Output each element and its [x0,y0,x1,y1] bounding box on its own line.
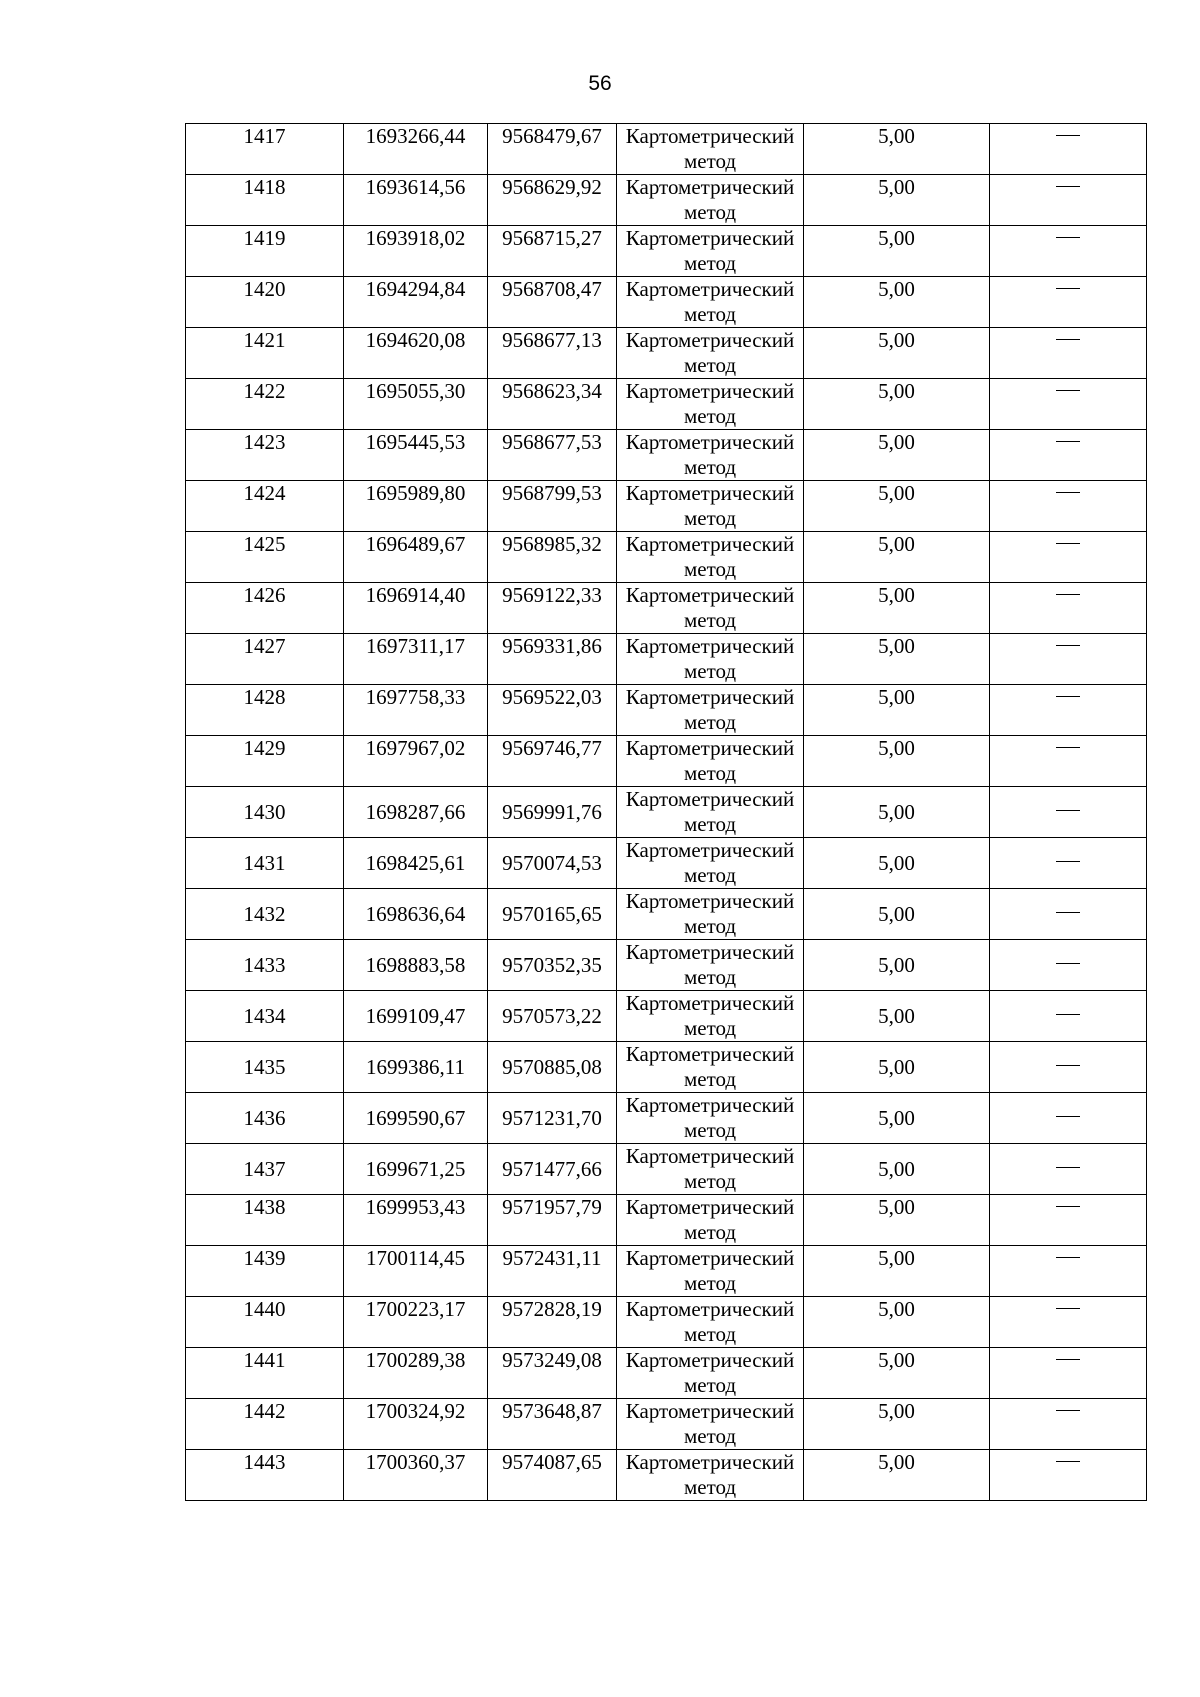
note-cell [990,991,1147,1042]
x-coordinate-cell: 1695989,80 [344,481,488,532]
table-row [186,1450,1147,1501]
table-row [186,685,1147,736]
note-cell [990,787,1147,838]
x-coordinate-cell: 1700360,37 [344,1450,488,1501]
y-coordinate-cell: 9570573,22 [488,991,617,1042]
accuracy-cell: 5,00 [804,277,990,328]
dash-mark [1056,288,1080,289]
method-line-1: Картометрический [625,430,795,454]
accuracy-cell: 5,00 [804,1399,990,1450]
dash-mark [1056,339,1080,340]
method-line-2: метод [683,149,737,173]
dash-mark [1056,1014,1080,1015]
table-row [186,1093,1147,1144]
method-line-1: Картометрический [625,685,795,709]
accuracy-cell: 5,00 [804,226,990,277]
method-line-1: Картометрический [625,226,795,250]
point-number-cell: 1418 [186,175,344,226]
accuracy-cell: 5,00 [804,481,990,532]
method-cell [617,991,804,1042]
page-number: 56 [588,72,612,95]
method-line-2: метод [683,659,737,683]
accuracy-cell: 5,00 [804,328,990,379]
accuracy-cell: 5,00 [804,1195,990,1246]
method-line-2: метод [683,1016,737,1040]
dash-mark [1056,912,1080,913]
note-cell [990,634,1147,685]
method-line-1: Картометрический [625,991,795,1015]
accuracy-cell: 5,00 [804,124,990,175]
x-coordinate-cell: 1698883,58 [344,940,488,991]
method-line-1: Картометрический [625,889,795,913]
method-cell [617,634,804,685]
y-coordinate-cell: 9571231,70 [488,1093,617,1144]
point-number-cell: 1434 [186,991,344,1042]
note-cell [990,226,1147,277]
note-cell [990,430,1147,481]
method-line-1: Картометрический [625,787,795,811]
method-line-2: метод [683,1067,737,1091]
dash-mark [1056,1410,1080,1411]
x-coordinate-cell: 1697758,33 [344,685,488,736]
table-row [186,430,1147,481]
method-cell [617,1348,804,1399]
note-cell [990,583,1147,634]
method-cell [617,1297,804,1348]
table-row [186,226,1147,277]
x-coordinate-cell: 1694620,08 [344,328,488,379]
y-coordinate-cell: 9572828,19 [488,1297,617,1348]
x-coordinate-cell: 1700289,38 [344,1348,488,1399]
method-line-1: Картометрический [625,481,795,505]
dash-mark [1056,645,1080,646]
accuracy-cell: 5,00 [804,1144,990,1195]
method-line-1: Картометрический [625,1246,795,1270]
method-line-1: Картометрический [625,1144,795,1168]
table-row [186,532,1147,583]
method-line-2: метод [683,914,737,938]
method-cell [617,379,804,430]
point-number-cell: 1441 [186,1348,344,1399]
method-line-1: Картометрический [625,1042,795,1066]
method-line-2: метод [683,710,737,734]
x-coordinate-cell: 1699953,43 [344,1195,488,1246]
y-coordinate-cell: 9569122,33 [488,583,617,634]
method-line-1: Картометрический [625,940,795,964]
accuracy-cell: 5,00 [804,1297,990,1348]
method-line-1: Картометрический [625,124,795,148]
point-number-cell: 1423 [186,430,344,481]
point-number-cell: 1425 [186,532,344,583]
accuracy-cell: 5,00 [804,787,990,838]
method-line-2: метод [683,1373,737,1397]
table-row [186,277,1147,328]
method-cell [617,226,804,277]
table-row [186,124,1147,175]
accuracy-cell: 5,00 [804,430,990,481]
method-cell [617,481,804,532]
accuracy-cell: 5,00 [804,583,990,634]
accuracy-cell: 5,00 [804,838,990,889]
y-coordinate-cell: 9568677,53 [488,430,617,481]
method-cell [617,940,804,991]
method-line-1: Картометрический [625,277,795,301]
y-coordinate-cell: 9568985,32 [488,532,617,583]
method-line-2: метод [683,965,737,989]
y-coordinate-cell: 9568479,67 [488,124,617,175]
x-coordinate-cell: 1700324,92 [344,1399,488,1450]
accuracy-cell: 5,00 [804,1042,990,1093]
dash-mark [1056,135,1080,136]
dash-mark [1056,747,1080,748]
method-cell [617,430,804,481]
note-cell [990,124,1147,175]
point-number-cell: 1426 [186,583,344,634]
x-coordinate-cell: 1699109,47 [344,991,488,1042]
method-line-1: Картометрический [625,634,795,658]
point-number-cell: 1436 [186,1093,344,1144]
table-row [186,1399,1147,1450]
x-coordinate-cell: 1693614,56 [344,175,488,226]
y-coordinate-cell: 9568708,47 [488,277,617,328]
note-cell [990,175,1147,226]
dash-mark [1056,1308,1080,1309]
method-line-1: Картометрический [625,532,795,556]
dash-mark [1056,1116,1080,1117]
y-coordinate-cell: 9573648,87 [488,1399,617,1450]
point-number-cell: 1438 [186,1195,344,1246]
table-row [186,1348,1147,1399]
accuracy-cell: 5,00 [804,1450,990,1501]
method-line-2: метод [683,608,737,632]
note-cell [990,1195,1147,1246]
dash-mark [1056,696,1080,697]
x-coordinate-cell: 1693918,02 [344,226,488,277]
y-coordinate-cell: 9570352,35 [488,940,617,991]
method-cell [617,1042,804,1093]
note-cell [990,481,1147,532]
x-coordinate-cell: 1698287,66 [344,787,488,838]
method-cell [617,1195,804,1246]
note-cell [990,736,1147,787]
table-row [186,736,1147,787]
method-line-1: Картометрический [625,838,795,862]
accuracy-cell: 5,00 [804,889,990,940]
note-cell [990,532,1147,583]
note-cell [990,940,1147,991]
note-cell [990,379,1147,430]
method-cell [617,328,804,379]
method-cell [617,889,804,940]
table-row [186,787,1147,838]
table-row [186,1246,1147,1297]
y-coordinate-cell: 9568715,27 [488,226,617,277]
dash-mark [1056,1167,1080,1168]
point-number-cell: 1433 [186,940,344,991]
dash-mark [1056,1461,1080,1462]
x-coordinate-cell: 1698636,64 [344,889,488,940]
dash-mark [1056,390,1080,391]
x-coordinate-cell: 1699386,11 [344,1042,488,1093]
table-row [186,634,1147,685]
y-coordinate-cell: 9572431,11 [488,1246,617,1297]
dash-mark [1056,1206,1080,1207]
accuracy-cell: 5,00 [804,991,990,1042]
note-cell [990,328,1147,379]
x-coordinate-cell: 1695445,53 [344,430,488,481]
note-cell [990,838,1147,889]
note-cell [990,1042,1147,1093]
dash-mark [1056,810,1080,811]
note-cell [990,1246,1147,1297]
x-coordinate-cell: 1699590,67 [344,1093,488,1144]
y-coordinate-cell: 9570165,65 [488,889,617,940]
y-coordinate-cell: 9570885,08 [488,1042,617,1093]
y-coordinate-cell: 9571477,66 [488,1144,617,1195]
y-coordinate-cell: 9569331,86 [488,634,617,685]
point-number-cell: 1432 [186,889,344,940]
method-line-2: метод [683,1118,737,1142]
point-number-cell: 1429 [186,736,344,787]
method-line-2: метод [683,863,737,887]
dash-mark [1056,441,1080,442]
point-number-cell: 1424 [186,481,344,532]
point-number-cell: 1437 [186,1144,344,1195]
point-number-cell: 1422 [186,379,344,430]
accuracy-cell: 5,00 [804,175,990,226]
method-line-2: метод [683,251,737,275]
method-cell [617,1093,804,1144]
method-line-2: метод [683,353,737,377]
x-coordinate-cell: 1696914,40 [344,583,488,634]
coordinates-table [185,123,1147,1501]
dash-mark [1056,594,1080,595]
dash-mark [1056,1065,1080,1066]
note-cell [990,1450,1147,1501]
dash-mark [1056,963,1080,964]
method-line-2: метод [683,506,737,530]
method-line-1: Картометрический [625,1399,795,1423]
accuracy-cell: 5,00 [804,1093,990,1144]
point-number-cell: 1417 [186,124,344,175]
table-row [186,1195,1147,1246]
point-number-cell: 1442 [186,1399,344,1450]
x-coordinate-cell: 1700114,45 [344,1246,488,1297]
x-coordinate-cell: 1700223,17 [344,1297,488,1348]
method-cell [617,685,804,736]
method-line-1: Картометрический [625,379,795,403]
coordinates-table-body [186,124,1147,1501]
accuracy-cell: 5,00 [804,1348,990,1399]
y-coordinate-cell: 9570074,53 [488,838,617,889]
method-line-2: метод [683,1424,737,1448]
table-row [186,1144,1147,1195]
note-cell [990,1348,1147,1399]
table-row [186,1042,1147,1093]
method-cell [617,1246,804,1297]
method-line-2: метод [683,812,737,836]
method-line-2: метод [683,1169,737,1193]
y-coordinate-cell: 9573249,08 [488,1348,617,1399]
method-line-2: метод [683,1271,737,1295]
y-coordinate-cell: 9568623,34 [488,379,617,430]
method-line-1: Картометрический [625,328,795,352]
table-row [186,940,1147,991]
method-cell [617,838,804,889]
y-coordinate-cell: 9569991,76 [488,787,617,838]
x-coordinate-cell: 1697311,17 [344,634,488,685]
table-row [186,838,1147,889]
point-number-cell: 1427 [186,634,344,685]
dash-mark [1056,492,1080,493]
method-cell [617,787,804,838]
accuracy-cell: 5,00 [804,685,990,736]
method-line-1: Картометрический [625,736,795,760]
table-row [186,1297,1147,1348]
point-number-cell: 1435 [186,1042,344,1093]
method-line-1: Картометрический [625,1297,795,1321]
table-row [186,379,1147,430]
dash-mark [1056,1359,1080,1360]
y-coordinate-cell: 9569746,77 [488,736,617,787]
method-line-1: Картометрический [625,1195,795,1219]
dash-mark [1056,543,1080,544]
x-coordinate-cell: 1697967,02 [344,736,488,787]
method-line-2: метод [683,200,737,224]
method-line-1: Картометрический [625,1093,795,1117]
note-cell [990,1093,1147,1144]
method-line-1: Картометрический [625,583,795,607]
note-cell [990,1144,1147,1195]
point-number-cell: 1430 [186,787,344,838]
method-line-2: метод [683,455,737,479]
method-line-2: метод [683,404,737,428]
y-coordinate-cell: 9571957,79 [488,1195,617,1246]
x-coordinate-cell: 1694294,84 [344,277,488,328]
method-cell [617,1399,804,1450]
method-line-2: метод [683,1322,737,1346]
method-cell [617,583,804,634]
point-number-cell: 1419 [186,226,344,277]
note-cell [990,277,1147,328]
table-row [186,583,1147,634]
y-coordinate-cell: 9568629,92 [488,175,617,226]
x-coordinate-cell: 1695055,30 [344,379,488,430]
x-coordinate-cell: 1698425,61 [344,838,488,889]
note-cell [990,1399,1147,1450]
method-line-2: метод [683,1220,737,1244]
method-cell [617,124,804,175]
x-coordinate-cell: 1693266,44 [344,124,488,175]
point-number-cell: 1440 [186,1297,344,1348]
y-coordinate-cell: 9569522,03 [488,685,617,736]
method-line-1: Картометрический [625,1348,795,1372]
method-line-1: Картометрический [625,1450,795,1474]
method-line-1: Картометрический [625,175,795,199]
method-cell [617,736,804,787]
table-row [186,991,1147,1042]
point-number-cell: 1439 [186,1246,344,1297]
y-coordinate-cell: 9568799,53 [488,481,617,532]
accuracy-cell: 5,00 [804,379,990,430]
point-number-cell: 1428 [186,685,344,736]
method-line-2: метод [683,557,737,581]
note-cell [990,1297,1147,1348]
dash-mark [1056,861,1080,862]
table-row [186,328,1147,379]
point-number-cell: 1421 [186,328,344,379]
method-cell [617,532,804,583]
method-cell [617,1144,804,1195]
table-row [186,481,1147,532]
y-coordinate-cell: 9574087,65 [488,1450,617,1501]
method-line-2: метод [683,1475,737,1499]
point-number-cell: 1420 [186,277,344,328]
method-line-2: метод [683,761,737,785]
accuracy-cell: 5,00 [804,736,990,787]
note-cell [990,685,1147,736]
point-number-cell: 1431 [186,838,344,889]
method-cell [617,277,804,328]
accuracy-cell: 5,00 [804,634,990,685]
accuracy-cell: 5,00 [804,1246,990,1297]
table-row [186,175,1147,226]
dash-mark [1056,237,1080,238]
method-cell [617,175,804,226]
accuracy-cell: 5,00 [804,940,990,991]
y-coordinate-cell: 9568677,13 [488,328,617,379]
note-cell [990,889,1147,940]
method-line-2: метод [683,302,737,326]
table-row [186,889,1147,940]
method-cell [617,1450,804,1501]
dash-mark [1056,186,1080,187]
x-coordinate-cell: 1696489,67 [344,532,488,583]
point-number-cell: 1443 [186,1450,344,1501]
dash-mark [1056,1257,1080,1258]
x-coordinate-cell: 1699671,25 [344,1144,488,1195]
accuracy-cell: 5,00 [804,532,990,583]
